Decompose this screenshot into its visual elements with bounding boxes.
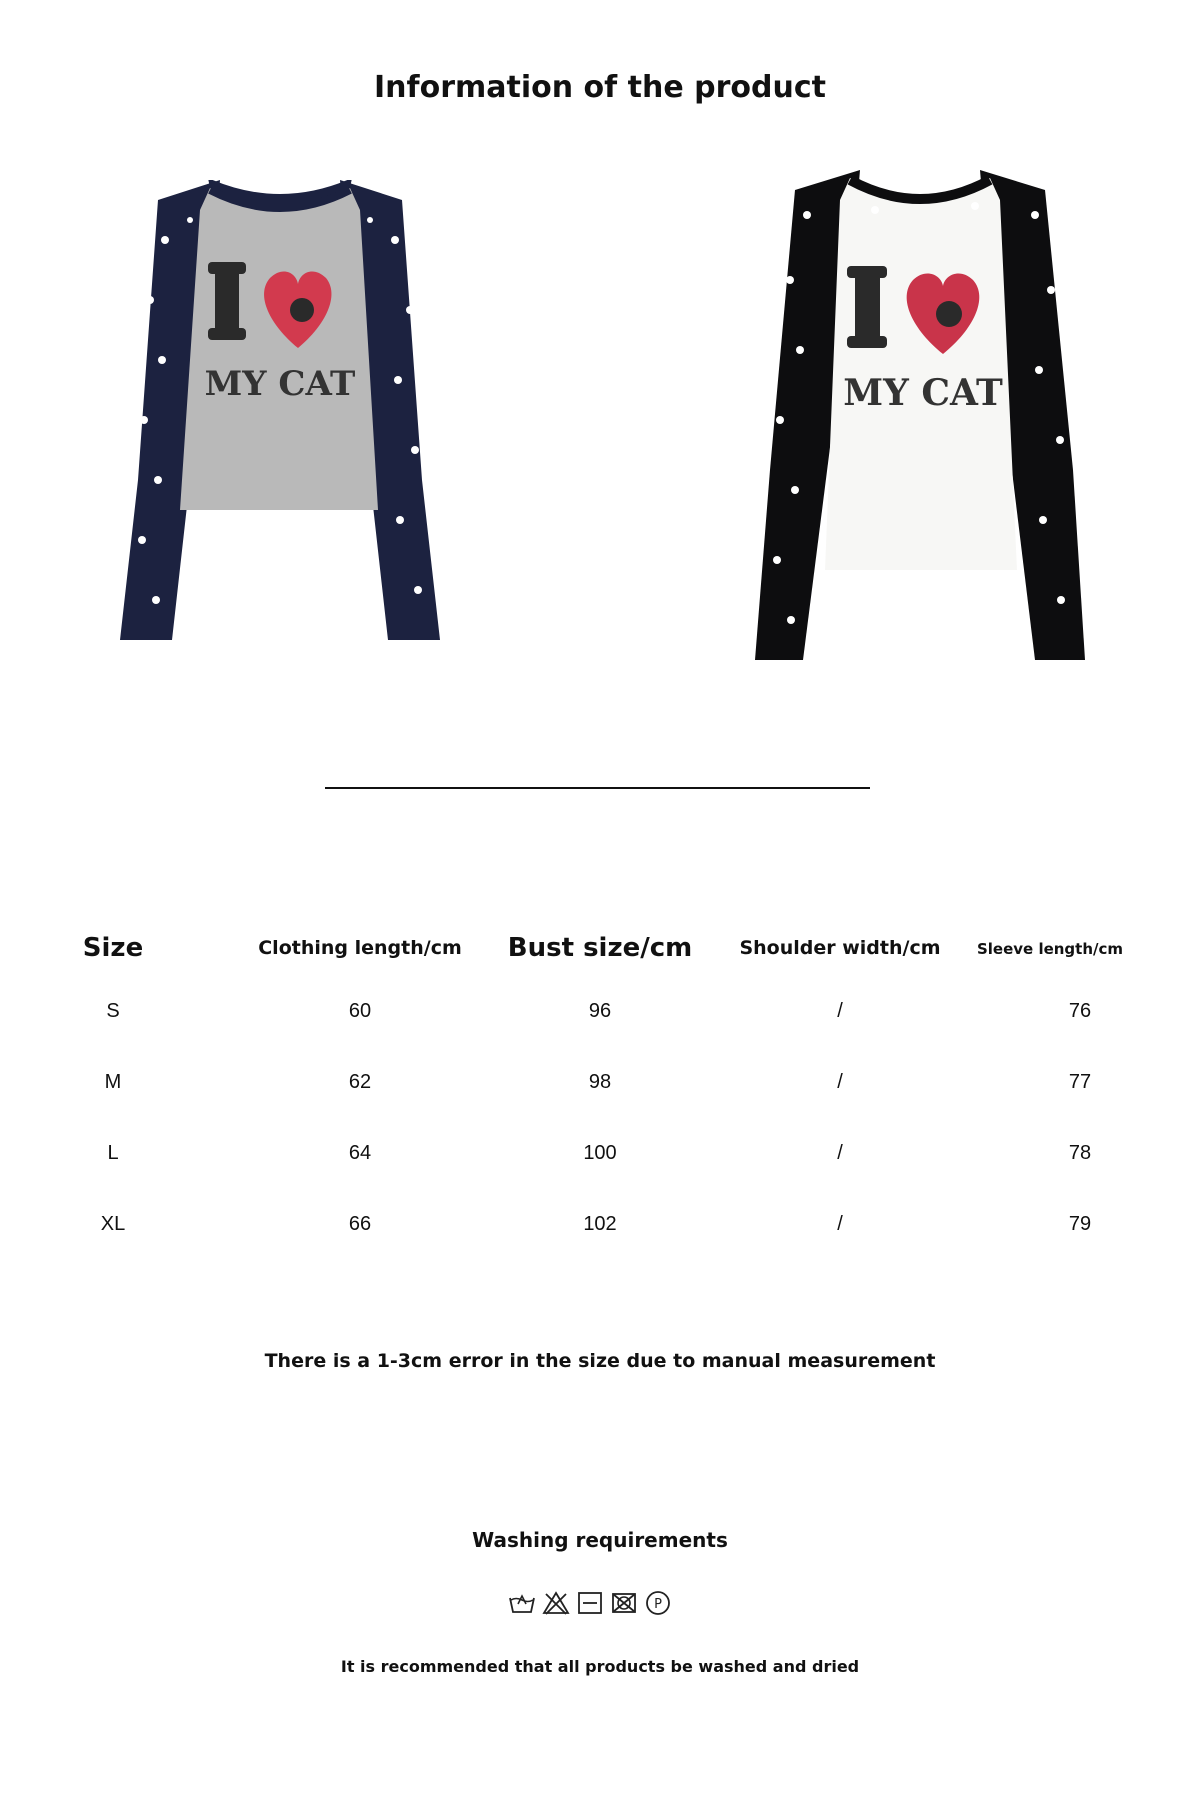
svg-text:MY CAT: MY CAT bbox=[843, 372, 1003, 414]
cell-clothing-length: 60 bbox=[348, 1000, 372, 1022]
cell-clothing-length: 62 bbox=[348, 1071, 372, 1093]
table-row bbox=[0, 1071, 1200, 1142]
cell-shoulder-width: / bbox=[837, 1071, 843, 1093]
washing-title: Washing requirements bbox=[472, 1528, 728, 1552]
cell-bust-size: 100 bbox=[583, 1142, 617, 1164]
measurement-note: There is a 1-3cm error in the size due to manual measurement bbox=[264, 1350, 936, 1372]
cell-shoulder-width: / bbox=[837, 1213, 843, 1235]
washing-icons bbox=[508, 1588, 678, 1618]
svg-text:P: P bbox=[654, 1597, 662, 1612]
hand-wash-icon bbox=[508, 1590, 536, 1616]
section-divider bbox=[325, 787, 870, 789]
cell-clothing-length: 66 bbox=[348, 1213, 372, 1235]
header-sleeve-length: Sleeve length/cm bbox=[976, 940, 1124, 958]
cell-sleeve-length: 77 bbox=[1068, 1071, 1092, 1093]
no-tumble-dry-icon bbox=[610, 1590, 638, 1616]
dry-clean-p-icon bbox=[644, 1590, 672, 1616]
header-size: Size bbox=[82, 933, 144, 963]
size-table-header bbox=[0, 915, 1200, 1000]
dry-flat-icon bbox=[576, 1590, 604, 1616]
cell-shoulder-width: / bbox=[837, 1000, 843, 1022]
header-bust-size: Bust size/cm bbox=[507, 933, 693, 963]
cell-size: XL bbox=[100, 1213, 126, 1235]
cell-size: M bbox=[104, 1071, 122, 1093]
cell-shoulder-width: / bbox=[837, 1142, 843, 1164]
table-row bbox=[0, 1000, 1200, 1071]
cell-sleeve-length: 76 bbox=[1068, 1000, 1092, 1022]
cell-bust-size: 102 bbox=[583, 1213, 617, 1235]
shirt-illustration bbox=[120, 180, 440, 650]
cell-size: S bbox=[106, 1000, 120, 1022]
cell-clothing-length: 64 bbox=[348, 1142, 372, 1164]
shirt-illustration bbox=[755, 170, 1085, 660]
page-title: Information of the product bbox=[374, 70, 826, 105]
cell-size: L bbox=[107, 1142, 119, 1164]
svg-text:MY CAT: MY CAT bbox=[204, 364, 356, 404]
no-bleach-icon bbox=[542, 1590, 570, 1616]
cell-bust-size: 96 bbox=[588, 1000, 612, 1022]
table-row bbox=[0, 1213, 1200, 1284]
cell-sleeve-length: 78 bbox=[1068, 1142, 1092, 1164]
cell-sleeve-length: 79 bbox=[1068, 1213, 1092, 1235]
product-image-white-shirt bbox=[755, 170, 1085, 660]
table-row bbox=[0, 1142, 1200, 1213]
cell-bust-size: 98 bbox=[588, 1071, 612, 1093]
header-shoulder-width: Shoulder width/cm bbox=[739, 937, 941, 959]
size-table bbox=[0, 915, 1200, 1284]
product-image-grey-shirt bbox=[120, 180, 440, 650]
header-clothing-length: Clothing length/cm bbox=[258, 937, 462, 959]
washing-recommendation: It is recommended that all products be washed and dried bbox=[340, 1657, 860, 1676]
